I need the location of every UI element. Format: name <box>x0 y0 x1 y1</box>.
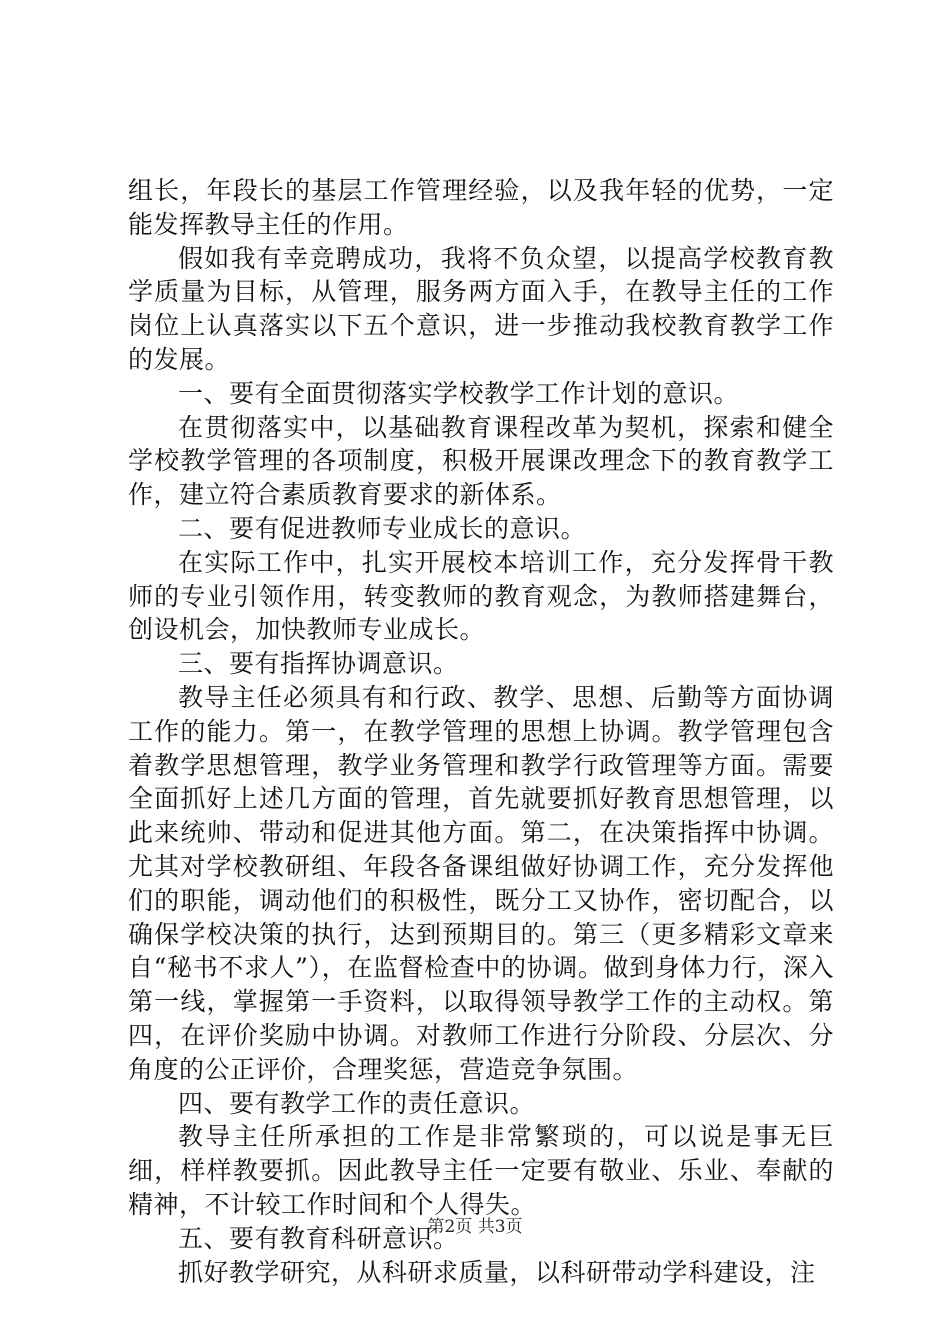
section-heading-4: 四、要有教学工作的责任意识。 <box>178 1088 536 1118</box>
paragraph-section-4: 教导主任所承担的工作是非常繁琐的，可以说是事无巨细，样样教要抓。因此教导主任一定要有敬业、乐业、奉献的精神，不计较工作时间和个人得失。 <box>128 1122 834 1219</box>
document-body <box>128 174 834 1289</box>
paragraph-section-3: 教导主任必须具有和行政、教学、思想、后勤等方面协调工作的能力。第一，在教学管理的思想上协调。教学管理包含着教学思想管理，教学业务管理和教学行政管理等方面。需要全面抓好上述几方面的管理，首先就要抓好教育思想管理，以此来统帅、带动和促进其他方面。第二，在决策指挥中协调。尤其对学校教研组、年段各备课组做好协调工作，充分发挥他们的职能，调动他们的积极性，既分工又协作，密切配合，以确保学校决策的执行，达到预期目的。第三（更多精彩文章来自“秘书不求人”），在监督检查中的协调。做到身体力行，深入第一线，掌握第一手资料，以取得领导教学工作的主动权。第四，在评价奖励中协调。对教师工作进行分阶段、分层次、分角度的公正评价，合理奖惩，营造竞争氛围。 <box>128 682 834 1084</box>
section-heading-5: 五、要有教育科研意识。 <box>178 1223 459 1253</box>
section-heading-1: 一、要有全面贯彻落实学校教学工作计划的意识。 <box>178 378 740 408</box>
paragraph-continued: 组长，年段长的基层工作管理经验，以及我年轻的优势，一定能发挥教导主任的作用。 <box>128 176 834 239</box>
section-heading-2: 二、要有促进教师专业成长的意识。 <box>178 513 587 543</box>
paragraph-intro: 假如我有幸竞聘成功，我将不负众望，以提高学校教育教学质量为目标，从管理，服务两方面入手，在教导主任的工作岗位上认真落实以下五个意识，进一步推动我校教育教学工作的发展。 <box>128 243 834 374</box>
paragraph-section-2: 在实际工作中，扎实开展校本培训工作，充分发挥骨干教师的专业引领作用，转变教师的教育观念，为教师搭建舞台，创设机会，加快教师专业成长。 <box>128 547 834 645</box>
paragraph-section-1: 在贯彻落实中，以基础教育课程改革为契机，探索和健全学校教学管理的各项制度，积极开展课改理念下的教育教学工作，建立符合素质教育要求的新体系。 <box>128 412 834 510</box>
page-number-label: 第2页 共3页 <box>427 1217 523 1237</box>
paragraph-section-5: 抓好教学研究，从科研求质量，以科研带动学科建设，注 <box>178 1257 816 1287</box>
section-heading-3: 三、要有指挥协调意识。 <box>178 649 459 679</box>
page-footer <box>0 1216 950 1238</box>
